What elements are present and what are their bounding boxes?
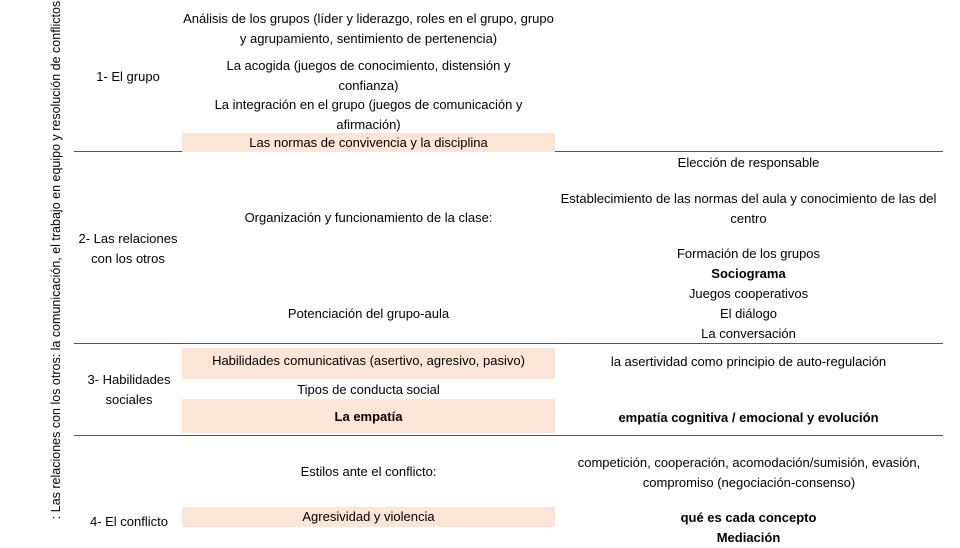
vertical-title: : Las relaciones con los otros: la comunicación, el trabajo en equipo y resolución de conflictos	[49, 0, 63, 520]
item-habilidades-comunicativas: Habilidades comunicativas (asertivo, agresivo, pasivo)	[182, 348, 555, 379]
detail-mediacion: Mediación	[716, 530, 781, 545]
detail-estilos-lista: competición, cooperación, acomodación/sumisión, evasión, compromiso (negociación-consenso)	[577, 455, 921, 490]
detail-juegos-cooperativos: Juegos cooperativos	[688, 286, 809, 301]
item-integracion: La integración en el grupo (juegos de comunicación y afirmación)	[214, 97, 523, 132]
section-label-grupo: 1- El grupo	[96, 69, 160, 84]
detail-que-es-concepto: qué es cada concepto	[680, 510, 817, 525]
item-analisis-grupos: Análisis de los grupos (líder y liderazgo, roles en el grupo, grupo y agrupamiento, sentimiento de pertenencia)	[183, 11, 554, 46]
detail-eleccion-responsable: Elección de responsable	[677, 155, 820, 170]
item-empatia: La empatía	[182, 399, 555, 433]
item-estilos-conflicto: Estilos ante el conflicto:	[300, 464, 437, 479]
section-divider-3	[74, 435, 943, 436]
section-label-relaciones: 2- Las relaciones con los otros	[78, 231, 178, 266]
item-agresividad-violencia: Agresividad y violencia	[182, 507, 555, 527]
item-organizacion-clase: Organización y funcionamiento de la clase:	[244, 210, 493, 225]
item-tipos-conducta: Tipos de conducta social	[297, 382, 440, 397]
section-label-habilidades: 3- Habilidades sociales	[87, 372, 171, 407]
detail-dialogo: El diálogo	[719, 306, 778, 321]
detail-conversacion: La conversación	[701, 326, 796, 341]
item-normas-convivencia: Las normas de convivencia y la disciplina	[182, 133, 555, 152]
detail-asertividad: la asertividad como principio de auto-regulación	[610, 354, 887, 369]
detail-normas-aula: Establecimiento de las normas del aula y conocimiento de las del centro	[560, 191, 937, 226]
section-label-conflicto: 4- El conflicto	[89, 514, 169, 529]
detail-sociograma: Sociograma	[711, 266, 786, 281]
detail-empatia-cognitiva: empatía cognitiva / emocional y evolución	[618, 410, 879, 425]
item-acogida: La acogida (juegos de conocimiento, distensión y confianza)	[226, 58, 511, 93]
item-potenciacion-grupo: Potenciación del grupo-aula	[287, 306, 450, 321]
detail-formacion-grupos: Formación de los grupos	[676, 246, 821, 261]
